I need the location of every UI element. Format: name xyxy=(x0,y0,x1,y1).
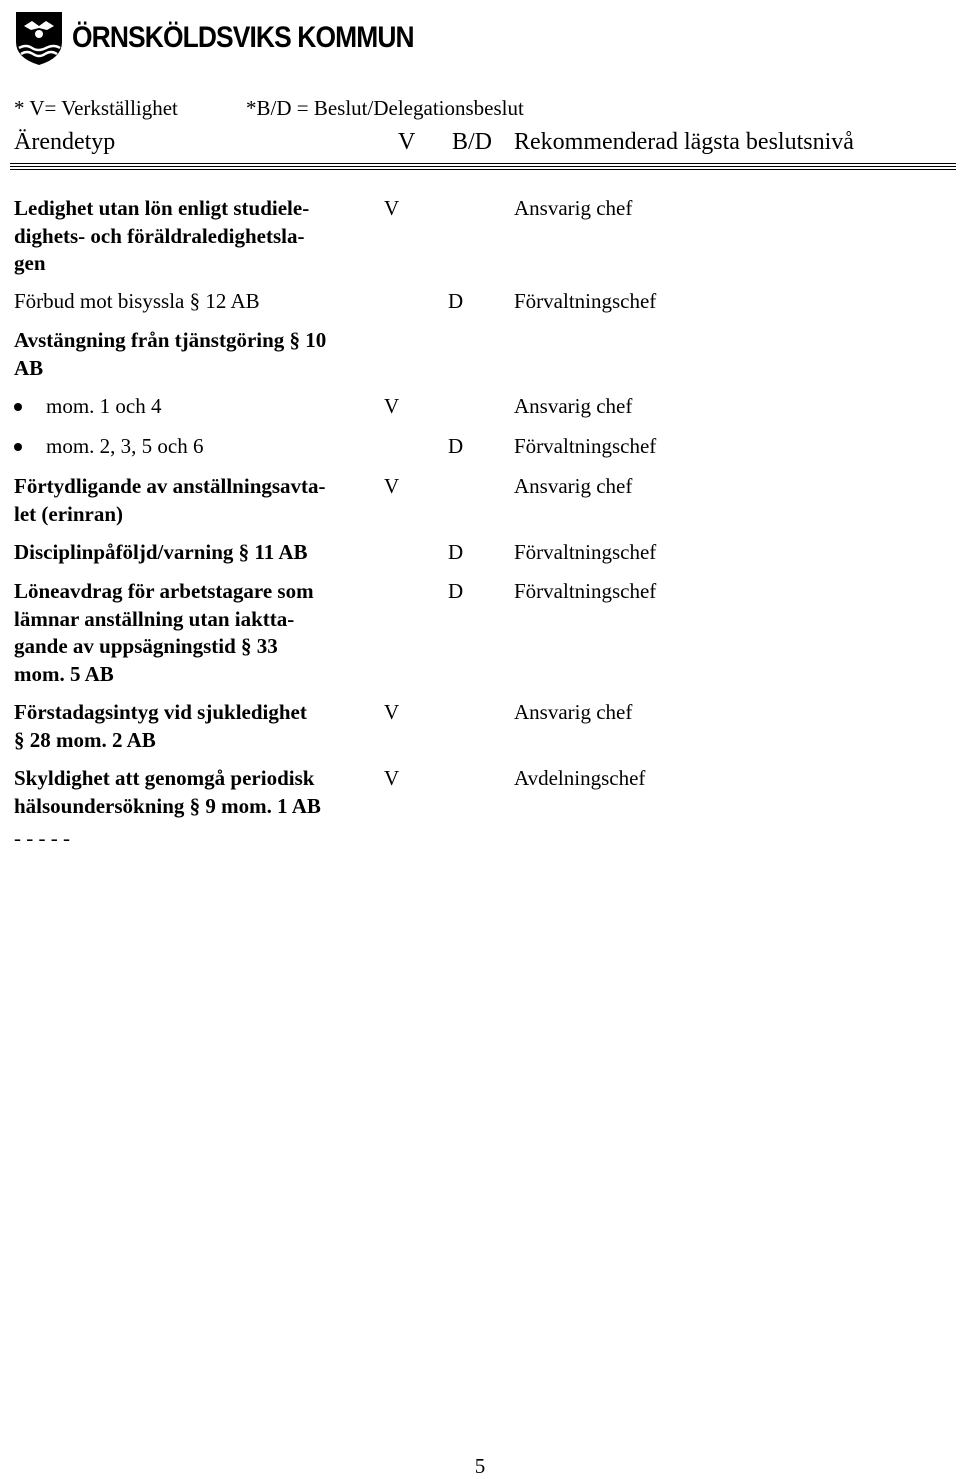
row-v-marker: V xyxy=(384,196,400,220)
header-rule xyxy=(10,169,956,170)
table-row-title: Förbud mot bisyssla § 12 AB xyxy=(14,289,260,313)
table-row-title: Ledighet utan lön enligt studiele- dighets- och föräldraledighetsla- gen xyxy=(14,196,310,275)
table-row-title: mom. 2, 3, 5 och 6 xyxy=(46,434,204,458)
row-d-marker: D xyxy=(448,434,464,458)
coat-of-arms-icon xyxy=(14,10,64,66)
page-number: 5 xyxy=(474,1454,486,1478)
column-header-level: Rekommenderad lägsta beslutsnivå xyxy=(514,129,854,155)
row-decision-level: Ansvarig chef xyxy=(514,196,633,220)
table-row-title: Förstadagsintyg vid sjukledighet § 28 mom. 2 AB xyxy=(14,700,307,752)
column-header-type: Ärendetyp xyxy=(14,129,116,155)
row-decision-level: Förvaltningschef xyxy=(514,540,657,564)
row-decision-level: Förvaltningschef xyxy=(514,434,657,458)
table-row-title: mom. 1 och 4 xyxy=(46,394,162,418)
municipality-logo xyxy=(14,10,460,66)
header-rule xyxy=(10,166,956,167)
legend-v-note: * V= Verkställighet xyxy=(14,96,178,120)
table-row-title: Förtydligande av anställningsavta- let (erinran) xyxy=(14,474,326,526)
column-header-bd: B/D xyxy=(452,129,493,155)
org-name: ÖRNSKÖLDSVIKS KOMMUN xyxy=(72,21,414,54)
row-v-marker: V xyxy=(384,394,400,418)
end-marker: - - - - - xyxy=(14,826,70,850)
row-decision-level: Förvaltningschef xyxy=(514,289,657,313)
row-v-marker: V xyxy=(384,700,400,724)
table-row-title: Skyldighet att genomgå periodisk hälsoundersökning § 9 mom. 1 AB xyxy=(14,766,321,818)
row-decision-level: Ansvarig chef xyxy=(514,394,633,418)
table-row-title: Löneavdrag för arbetstagare som lämnar anställning utan iaktta- gande av uppsägningstid § 33 mom. 5 AB xyxy=(14,579,314,686)
legend-bd-note: *B/D = Beslut/Delegationsbeslut xyxy=(246,96,524,120)
table-row-title: Avstängning från tjänstgöring § 10 AB xyxy=(14,328,327,380)
row-v-marker: V xyxy=(384,766,400,790)
row-d-marker: D xyxy=(448,540,464,564)
bullet-icon xyxy=(14,443,22,451)
row-decision-level: Avdelningschef xyxy=(514,766,646,790)
row-decision-level: Förvaltningschef xyxy=(514,579,657,603)
header-rule xyxy=(10,163,956,164)
table-row-title: Disciplinpåföljd/varning § 11 AB xyxy=(14,540,308,564)
row-decision-level: Ansvarig chef xyxy=(514,474,633,498)
row-d-marker: D xyxy=(448,579,464,603)
row-d-marker: D xyxy=(448,289,464,313)
column-header-v: V xyxy=(398,129,416,155)
row-decision-level: Ansvarig chef xyxy=(514,700,633,724)
row-v-marker: V xyxy=(384,474,400,498)
bullet-icon xyxy=(14,403,22,411)
